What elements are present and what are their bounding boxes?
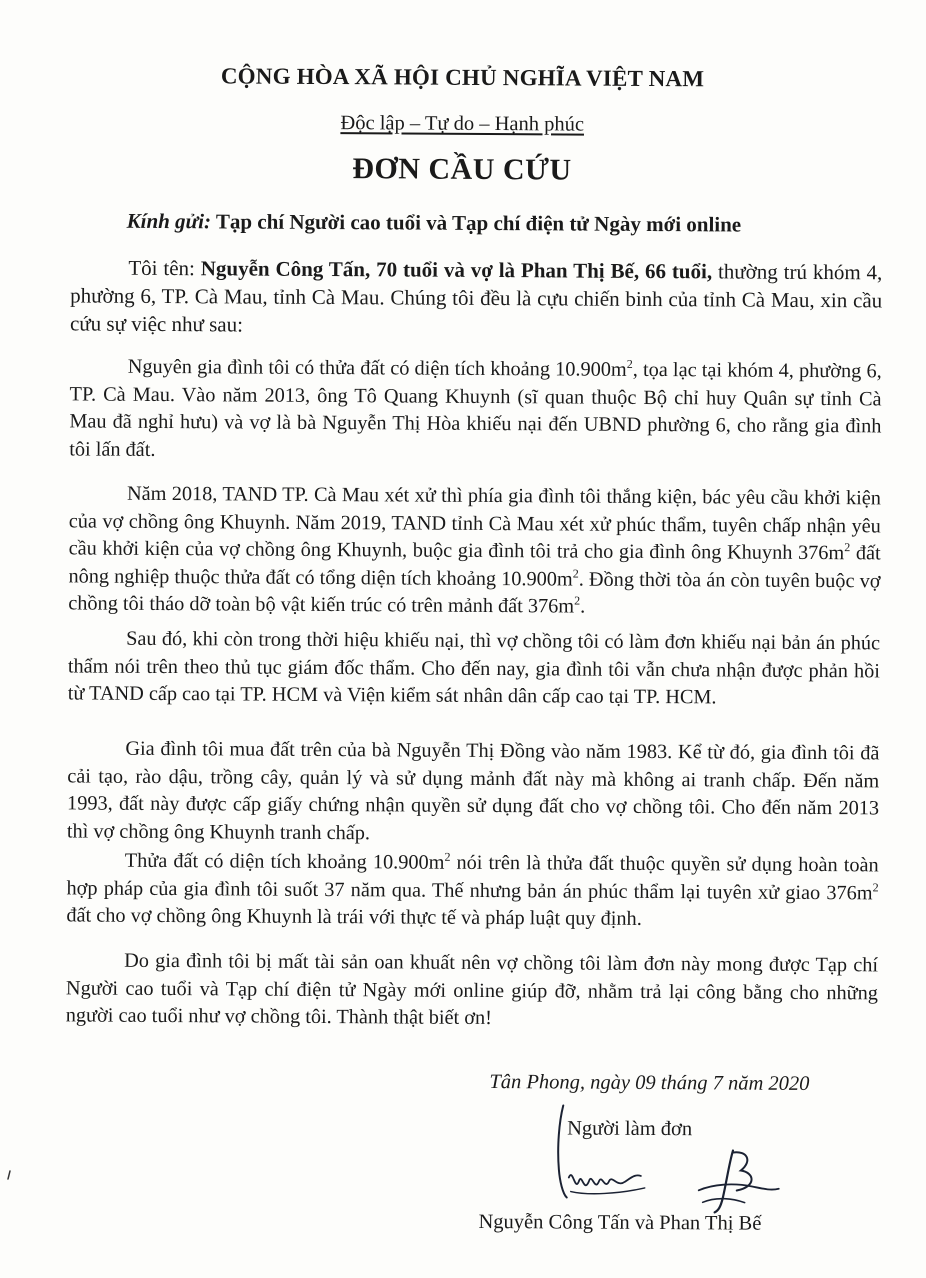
intro-rest: thường trú khóm 4, phường 6, TP. Cà Mau, tỉnh Cà Mau. Chúng tôi đều là cựu chiến binh của tỉnh Cà Mau, xin cầu cứu sự việc như sau: — [69, 259, 883, 337]
signature-phan-thi-be — [693, 1146, 783, 1217]
paragraph-court-rulings — [68, 480, 881, 623]
text-run: , tọa lạc tại khóm 4, phường 6, TP. Cà Mau. Vào năm 2013, ông Tô Quang Khuynh (sĩ quan thuộc Bộ chỉ huy Quân sự tỉnh Cà Mau đã nghỉ hưu) và vợ là bà Nguyễn Thị Hòa khiếu nại đến UBND phường 6, cho rằng gia đình tôi lấn đất. — [69, 358, 882, 461]
recipient-text: Tạp chí Người cao tuổi và Tạp chí điện tử Ngày mới online — [210, 209, 742, 237]
text-run: Nguyên gia đình tôi có thửa đất có diện tích khoảng 10.900m — [127, 355, 627, 381]
paragraph-purchase-history: Gia đình tôi mua đất trên của bà Nguyễn Thị Đồng vào năm 1983. Kể từ đó, gia đình tôi đã cải tạo, rào dậu, trồng cây, quản lý và sử dụng mảnh đất này mà không ai tranh chấp. Đến năm 1993, đất này được cấp giấy chứng nhận quyền sử dụng đất cho vợ chồng tôi. Cho đến năm 2013 thì vợ chồng ông Khuynh tranh chấp. — [66, 737, 880, 845]
signature-nguyen-cong-tan — [549, 1101, 660, 1212]
signer-names: Nguyễn Công Tấn và Phan Thị Bế — [478, 1210, 762, 1235]
text-run: Thửa đất có diện tích khoảng 10.900m — [124, 849, 445, 874]
text-run: . Đồng thời tòa án còn tuyên buộc vợ chồng tôi tháo dỡ toàn bộ vật kiến trúc có trên mảnh đất 376m — [68, 568, 881, 618]
national-heading: CỘNG HÒA XÃ HỘI CHỦ NGHĨA VIỆT NAM — [220, 63, 705, 92]
paragraph-land-origin — [69, 353, 882, 468]
document-title: ĐƠN CẦU CỨU — [352, 152, 572, 187]
superscript: 2 — [872, 879, 879, 894]
superscript: 2 — [444, 849, 451, 864]
place-and-date: Tân Phong, ngày 09 tháng 7 năm 2020 — [489, 1071, 810, 1095]
text-run: . — [580, 595, 586, 618]
motto-text: Độc lập – Tự do – Hạnh phúc — [340, 112, 585, 136]
paragraph-appeal: Sau đó, khi còn trong thời hiệu khiếu nại, thì vợ chồng tôi có làm đơn khiếu nại bản án phúc thẩm nói trên theo thủ tục giám đốc thẩm. Cho đến nay, gia đình tôi vẫn chưa nhận được phản hồi từ TAND cấp cao tại TP. HCM và Viện kiểm sát nhân dân cấp cao tại TP. HCM. — [67, 627, 881, 709]
paragraph-introduction — [70, 253, 882, 342]
stray-pen-mark — [6, 1170, 12, 1180]
recipient-line — [127, 209, 887, 239]
text-run: đất cho vợ chồng ông Khuynh là trái với thực tế và pháp luật quy định. — [66, 904, 642, 931]
intro-names: Nguyễn Công Tấn, 70 tuổi và vợ là Phan Thị Bế, 66 tuổi, — [200, 256, 713, 284]
applicant-label: Người làm đơn — [567, 1117, 693, 1141]
text-run: đất nông nghiệp thuộc thửa đất có tổng diện tích khoảng 10.900m — [68, 542, 881, 591]
paragraph-request: Do gia đình tôi bị mất tài sản oan khuất nên vợ chồng tôi làm đơn này mong được Tạp chí Người cao tuổi và Tạp chí điện tử Ngày mới online giúp đỡ, nhằm trả lại công bằng cho những người cao tuổi như vợ chồng tôi. Thành thật biết ơn! — [65, 949, 879, 1030]
superscript: 2 — [844, 540, 851, 555]
superscript: 2 — [574, 593, 581, 608]
intro-prefix: Tôi tên: — [128, 255, 201, 281]
motto — [0, 110, 925, 139]
superscript: 2 — [626, 356, 633, 371]
text-run: Năm 2018, TAND TP. Cà Mau xét xử thì phía gia đình tôi thắng kiện, bác yêu cầu khởi kiện của vợ chồng ông Khuynh. Năm 2019, TAND tỉnh Cà Mau xét xử phúc thẩm, tuyên chấp nhận yêu cầu khởi kiện của vợ chồng ông Khuynh, buộc gia đình tôi trả cho gia đình ông Khuynh 376m — [68, 482, 882, 565]
text-run: nói trên là thửa đất thuộc quyền sử dụng hoàn toàn hợp pháp của gia đình tôi suốt 37 năm qua. Thế nhưng bản án phúc thẩm lại tuyên xử giao 376m — [66, 851, 879, 904]
superscript: 2 — [572, 566, 579, 581]
recipient-label: Kính gửi: — [126, 208, 212, 234]
paragraph-legal-claim — [66, 847, 878, 935]
